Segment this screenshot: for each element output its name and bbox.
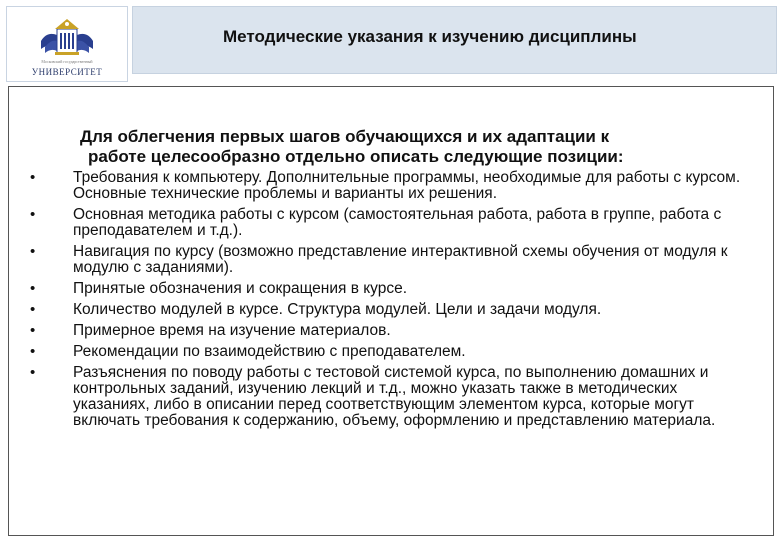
bullet-icon: • <box>30 364 36 381</box>
logo-university-name: УНИВЕРСИТЕТ <box>31 67 103 77</box>
bullet-icon: • <box>30 322 36 339</box>
header-bar <box>132 6 777 74</box>
intro-line-2: работе целесообразно отдельно описать следующие позиции: <box>88 147 624 166</box>
list-item-text: Количество модулей в курсе. Структура модулей. Цели и задачи модуля. <box>73 301 602 318</box>
list-item <box>30 170 750 202</box>
bullet-icon: • <box>30 206 36 223</box>
intro-line-1: Для облегчения первых шагов обучающихся и их адаптации к <box>80 127 610 146</box>
university-logo <box>6 6 128 82</box>
list-item <box>30 281 750 297</box>
intro-paragraph <box>80 127 750 167</box>
positions-list <box>30 170 750 434</box>
bullet-icon: • <box>30 169 36 186</box>
list-item-text: Примерное время на изучение материалов. <box>73 322 391 339</box>
bullet-icon: • <box>30 343 36 360</box>
list-item-text: Разъяснения по поводу работы с тестовой системой курса, по выполнению домашних и контрольных заданий, изучению лекций и т.д., можно указать также в методических указаниях, либо в описании перед соответствующим элементом курса, которые могут включать требования к содержанию, объему, оформлению и представлению материала. <box>73 364 716 429</box>
list-item-text: Рекомендации по взаимодействию с преподавателем. <box>73 343 466 360</box>
list-item <box>30 244 750 276</box>
bullet-icon: • <box>30 280 36 297</box>
list-item <box>30 207 750 239</box>
list-item-text: Основная методика работы с курсом (самостоятельная работа, работа в группе, работа с преподавателем и т.д.). <box>73 206 722 239</box>
page-title: Методические указания к изучению дисциплины <box>223 27 637 46</box>
bullet-icon: • <box>30 301 36 318</box>
logo-caption: Московский государственный <box>41 59 93 64</box>
list-item-text: Навигация по курсу (возможно представление интерактивной схемы обучения от модуля к модулю с заданиями). <box>73 243 728 276</box>
list-item <box>30 323 750 339</box>
university-emblem-icon <box>7 7 127 63</box>
list-item <box>30 302 750 318</box>
list-item <box>30 344 750 360</box>
list-item-text: Требования к компьютеру. Дополнительные программы, необходимые для работы с курсом. Основные технические проблемы и варианты их решения. <box>73 169 741 202</box>
bullet-icon: • <box>30 243 36 260</box>
list-item-text: Принятые обозначения и сокращения в курсе. <box>73 280 408 297</box>
list-item <box>30 365 750 429</box>
